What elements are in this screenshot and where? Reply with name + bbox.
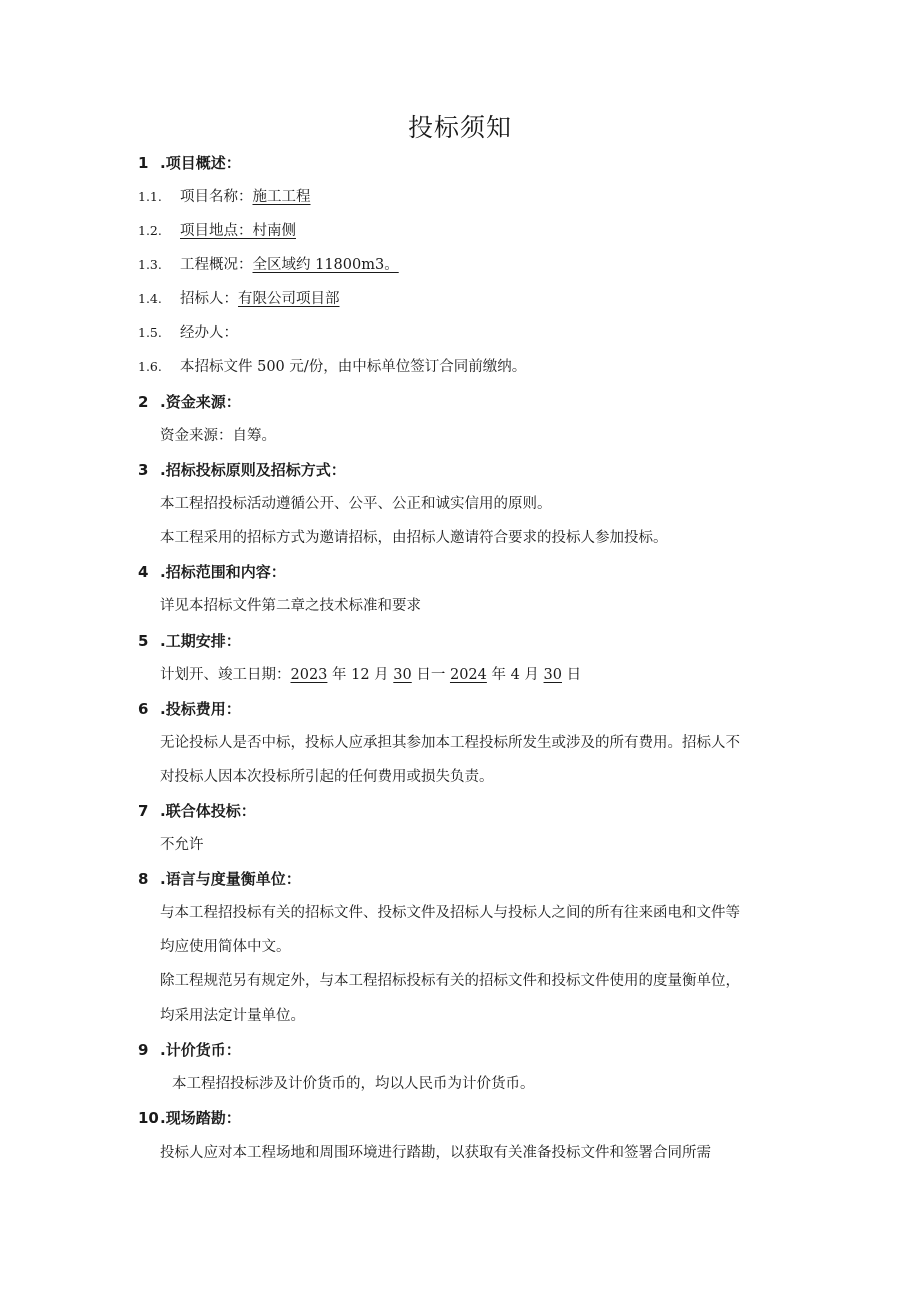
item-1-6 [138,357,526,377]
section-title: .现场踏勘： [160,1109,241,1127]
start-day: 30 [393,667,412,683]
item-number: 1.5. [138,325,162,340]
item-value: 村南侧 [252,223,296,239]
section-number: 9 [138,1041,149,1059]
section-title: .计价货币： [160,1041,241,1059]
section-number: 10 [138,1109,159,1127]
item-label: 经办人： [180,325,238,341]
section-8-line-4: 均采用法定计量单位。 [160,1008,305,1024]
section-title: .语言与度量衡单位： [160,870,301,888]
item-number: 1.3. [138,257,162,272]
section-title: .招标范围和内容： [160,563,286,581]
section-number: 3 [138,461,149,479]
section-4-heading [138,562,286,582]
item-1-5 [138,323,238,343]
section-number: 6 [138,700,149,718]
section-3-paragraph-2: 本工程采用的招标方式为邀请招标，由招标人邀请符合要求的投标人参加投标。 [160,530,668,546]
item-1-1 [138,187,311,207]
item-label: 本招标文件 500 元/份，由中标单位签订合同前缴纳。 [180,359,527,375]
item-number: 1.6. [138,359,162,374]
section-number: 1 [138,154,149,172]
item-label: 项目名称： [180,189,253,205]
schedule-text: 年 12 月 [327,667,394,683]
section-title: .项目概述： [160,154,241,172]
item-value: 有限公司项目部 [238,291,340,307]
section-7-heading [138,801,256,821]
item-1-3 [138,255,399,275]
section-number: 8 [138,870,149,888]
section-6-line-2: 对投标人因本次投标所引起的任何费用或损失负责。 [160,769,494,785]
section-7-text: 不允许 [160,837,204,853]
item-number: 1.1. [138,189,162,204]
end-day: 30 [543,667,562,683]
section-number: 2 [138,393,149,411]
section-9-text: 本工程招投标涉及计价货币的，均以人民币为计价货币。 [172,1076,535,1092]
schedule-text: 日一 [411,667,450,683]
start-year: 2023 [290,667,328,683]
item-number: 1.2. [138,223,162,238]
item-1-2 [138,221,296,241]
section-number: 4 [138,563,149,581]
section-8-line-1: 与本工程招投标有关的招标文件、投标文件及招标人与投标人之间的所有往来函电和文件等 [160,905,740,921]
schedule-text: 日 [562,667,582,683]
section-9-heading [138,1040,241,1060]
item-label: 工程概况： [180,257,253,273]
section-2-heading [138,392,241,412]
section-2-text: 资金来源：自筹。 [160,428,276,444]
section-title: .资金来源： [160,393,241,411]
schedule-text: 年 4 月 [486,667,544,683]
item-1-4 [138,289,340,309]
section-8-line-2: 均应使用简体中文。 [160,939,291,955]
section-8-heading [138,869,301,889]
section-4-text: 详见本招标文件第二章之技术标准和要求 [160,598,421,614]
section-title: .联合体投标： [160,802,256,820]
section-3-heading [138,460,346,480]
item-label: 项目地点： [180,223,253,239]
section-8-line-3: 除工程规范另有规定外，与本工程招标投标有关的招标文件和投标文件使用的度量衡单位， [160,973,740,989]
end-year: 2024 [449,667,487,683]
section-10-heading [138,1108,241,1128]
item-value: 施工工程 [252,189,311,205]
section-6-heading [138,699,241,719]
document-title: 投标须知 [407,113,512,142]
schedule-line [160,665,581,685]
section-title: .投标费用： [160,700,241,718]
section-3-paragraph-1: 本工程招投标活动遵循公开、公平、公正和诚实信用的原则。 [160,496,552,512]
section-title: .工期安排： [160,632,241,650]
section-10-text: 投标人应对本工程场地和周围环境进行踏勘，以获取有关准备投标文件和签署合同所需 [160,1145,711,1161]
section-number: 7 [138,802,149,820]
section-title: .招标投标原则及招标方式： [160,461,346,479]
section-number: 5 [138,632,149,650]
schedule-prefix: 计划开、竣工日期： [160,667,291,683]
section-6-line-1: 无论投标人是否中标，投标人应承担其参加本工程投标所发生或涉及的所有费用。招标人不 [160,735,740,751]
item-label: 招标人： [180,291,238,307]
item-number: 1.4. [138,291,162,306]
section-1-heading [138,153,241,173]
section-5-heading [138,631,241,651]
item-value: 全区域约 11800m3。 [252,257,399,273]
